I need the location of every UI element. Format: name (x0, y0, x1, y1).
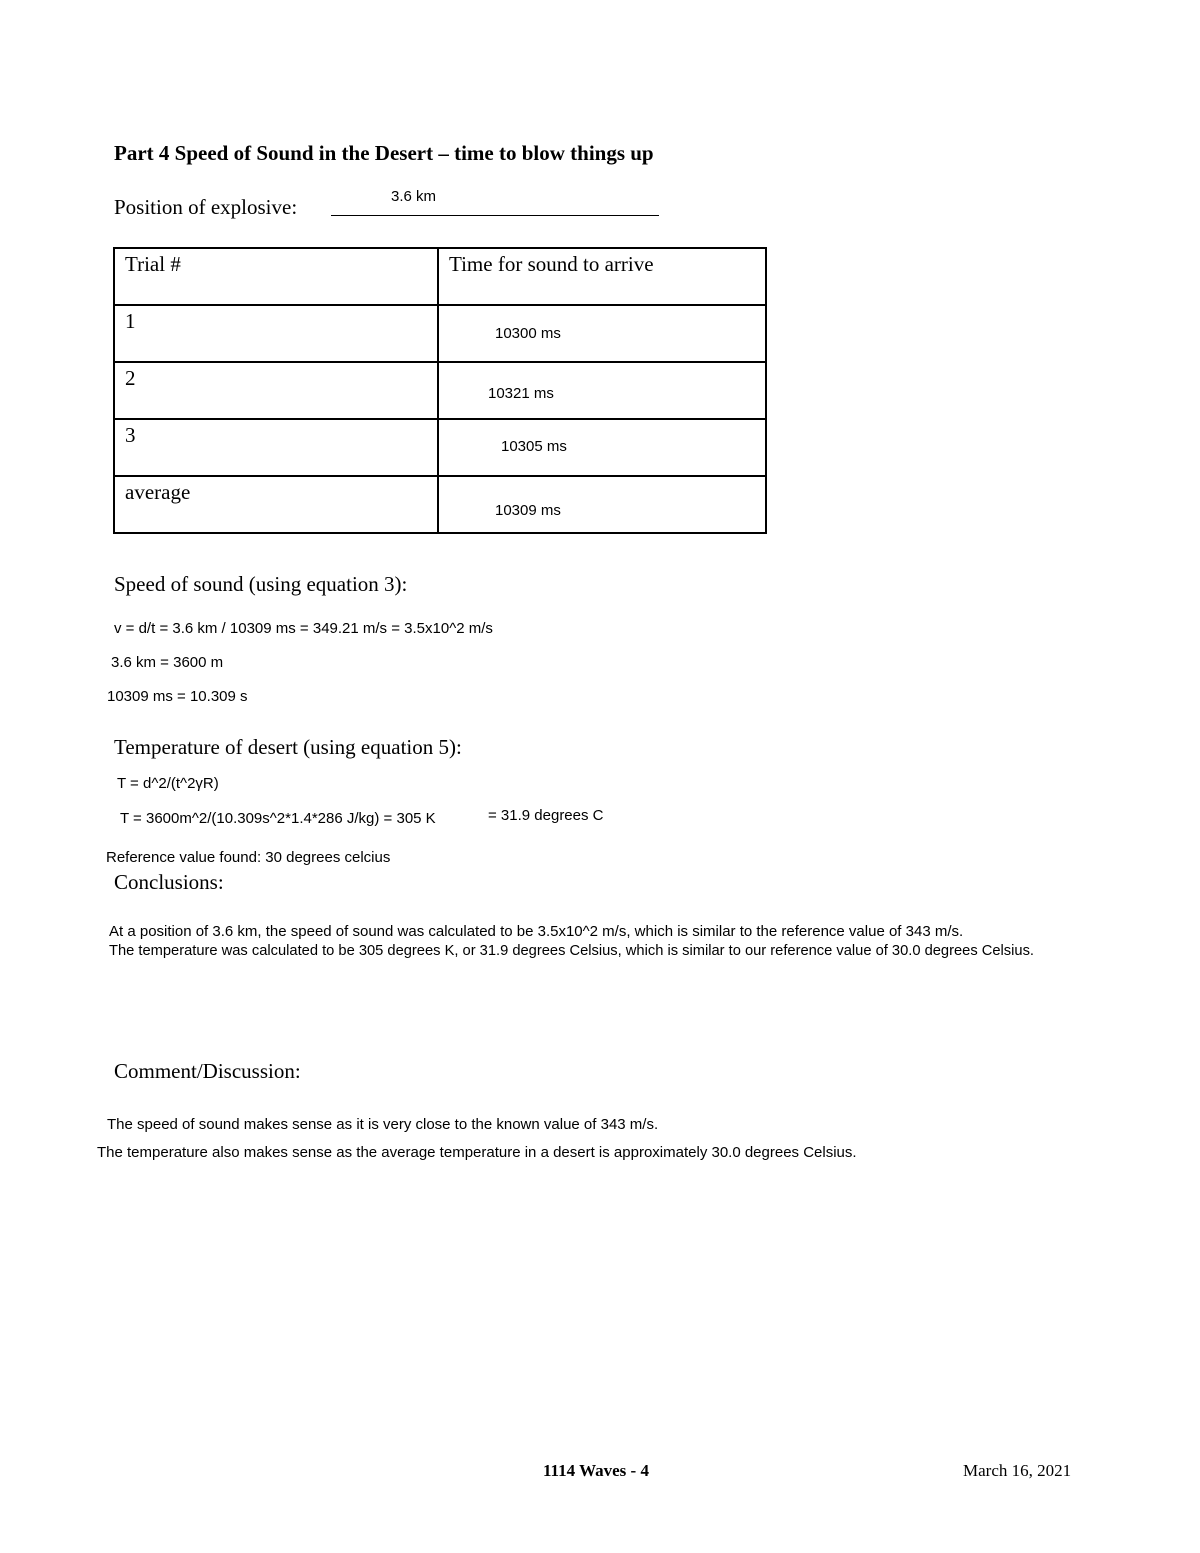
table-row (114, 476, 766, 533)
reference-value: Reference value found: 30 degrees celcius (106, 849, 391, 866)
trial-time: 10300 ms (495, 325, 561, 342)
position-value: 3.6 km (391, 188, 437, 205)
temperature-formula: T = d^2/(t^2γR) (117, 775, 219, 792)
distance-conversion: 3.6 km = 3600 m (111, 654, 224, 671)
temperature-label: Temperature of desert (using equation 5): (114, 735, 462, 759)
time-conversion: 10309 ms = 10.309 s (107, 688, 248, 705)
trial-table (113, 247, 767, 534)
trial-time: 10305 ms (501, 438, 567, 455)
temperature-celsius: = 31.9 degrees C (488, 807, 604, 824)
footer-course: 1114 Waves - 4 (543, 1461, 649, 1480)
conclusion-line: At a position of 3.6 km, the speed of sound was calculated to be 3.5x10^2 m/s, which is similar to the reference value of 343 m/s. (109, 923, 964, 940)
position-label: Position of explosive: (114, 195, 298, 219)
section-heading: Part 4 Speed of Sound in the Desert – time to blow things up (114, 141, 654, 165)
trial-time: 10321 ms (488, 385, 554, 402)
temperature-calculation: T = 3600m^2/(10.309s^2*1.4*286 J/kg) = 305 K (120, 810, 436, 827)
table-row (114, 419, 766, 476)
table-row (114, 305, 766, 362)
discussion-line: The temperature also makes sense as the average temperature in a desert is approximately 30.0 degrees Celsius. (97, 1144, 857, 1161)
conclusions-label: Conclusions: (114, 870, 224, 894)
trial-number: 1 (125, 309, 136, 333)
table-header-row (114, 248, 766, 305)
trial-number: 3 (125, 423, 136, 447)
speed-equation: v = d/t = 3.6 km / 10309 ms = 349.21 m/s = 3.5x10^2 m/s (114, 620, 493, 637)
footer-date: March 16, 2021 (963, 1461, 1072, 1480)
discussion-line: The speed of sound makes sense as it is very close to the known value of 343 m/s. (107, 1116, 659, 1133)
header-trial: Trial # (125, 252, 181, 276)
trial-time: 10309 ms (495, 502, 561, 519)
discussion-label: Comment/Discussion: (114, 1059, 301, 1083)
trial-number: 2 (125, 366, 136, 390)
header-time: Time for sound to arrive (449, 252, 654, 276)
position-blank-line (331, 215, 659, 216)
trial-number: average (125, 480, 191, 504)
table-row (114, 362, 766, 419)
speed-label: Speed of sound (using equation 3): (114, 572, 408, 596)
conclusion-line: The temperature was calculated to be 305 degrees K, or 31.9 degrees Celsius, which is similar to our reference value of 30.0 degrees Celsius. (109, 943, 1034, 959)
